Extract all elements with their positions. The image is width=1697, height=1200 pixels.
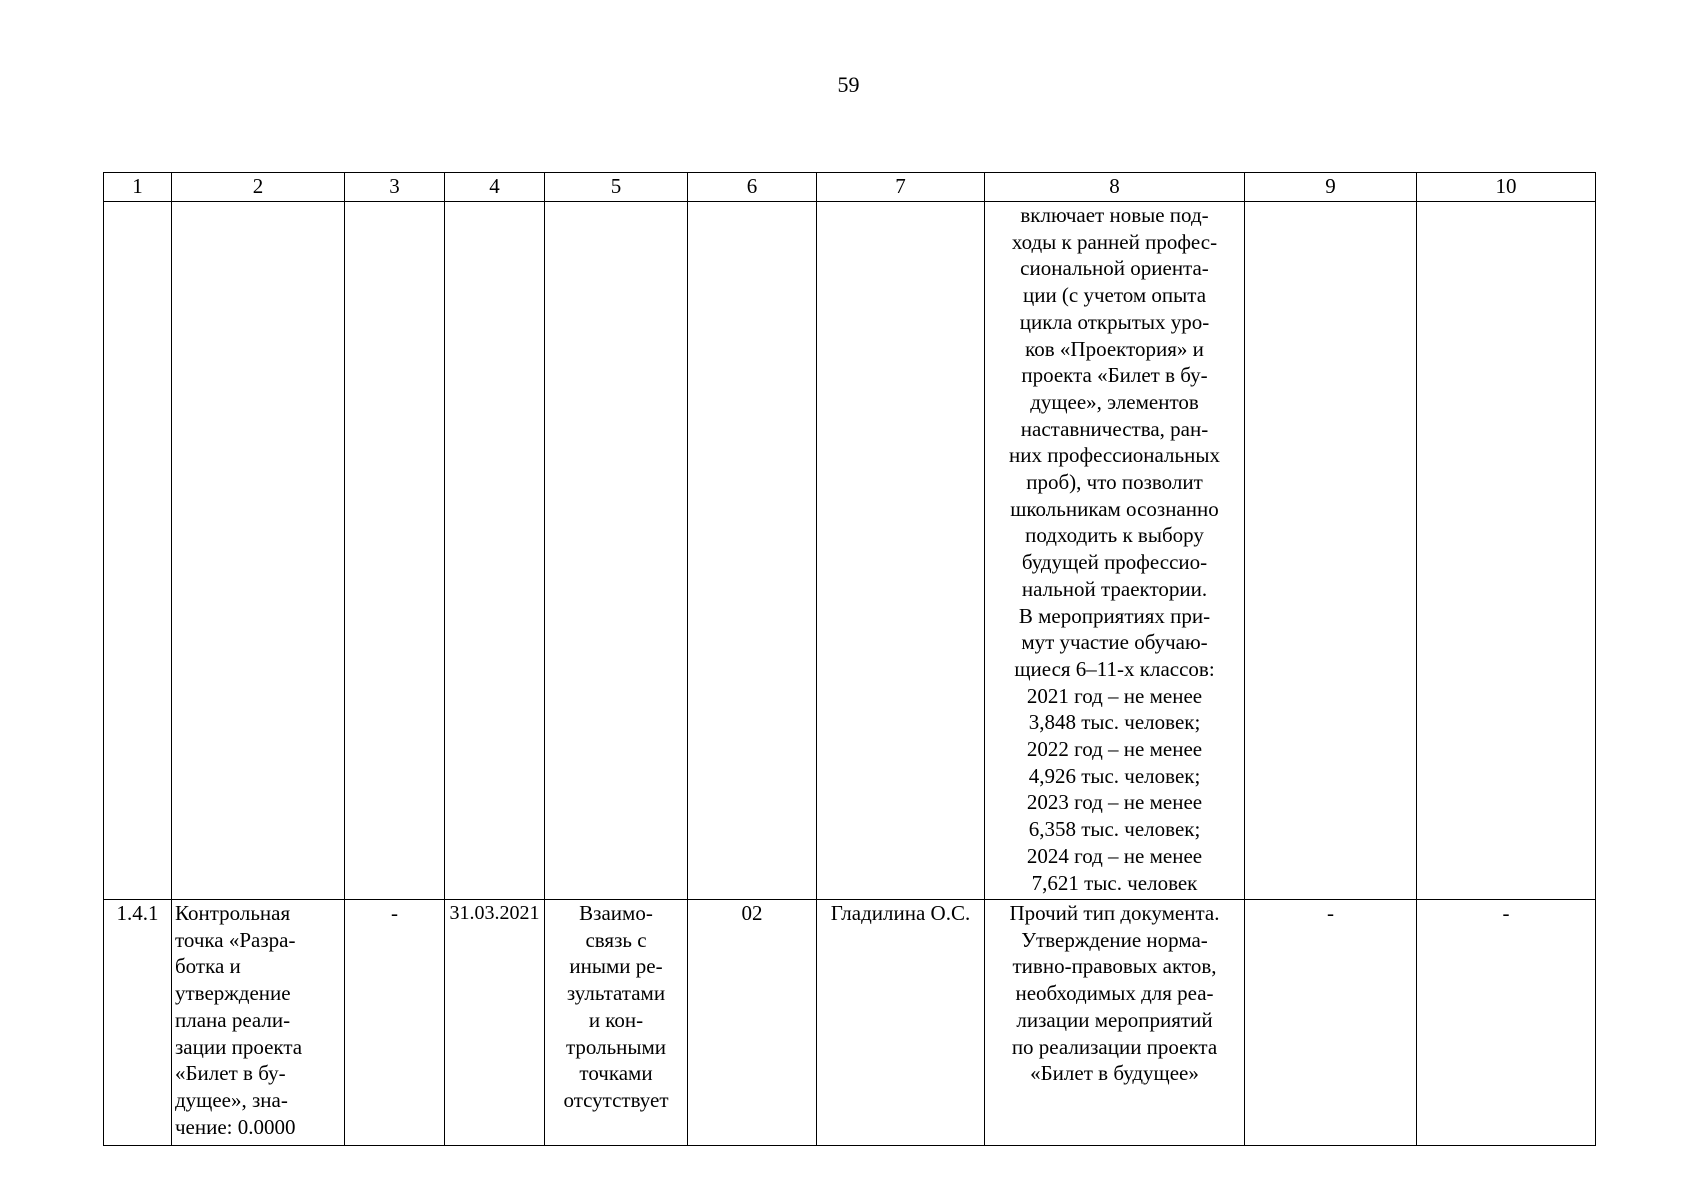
cell-end-date: 31.03.2021 bbox=[445, 900, 545, 1146]
cell-column-10: - bbox=[1417, 900, 1596, 1146]
cell-document-type bbox=[985, 900, 1245, 1146]
text-line: «Билет в будущее» bbox=[1030, 1061, 1199, 1086]
text-line: наставничества, ран- bbox=[1020, 416, 1209, 441]
text-line: иными ре- bbox=[569, 954, 663, 979]
text-line: плана реали- bbox=[175, 1007, 291, 1032]
column-header-10: 10 bbox=[1417, 173, 1596, 202]
header-row bbox=[104, 173, 1596, 202]
text-line: них профессиональных bbox=[1009, 443, 1220, 468]
text-line: 2024 год – не менее bbox=[1026, 843, 1203, 868]
text-line: 2023 год – не менее bbox=[1026, 790, 1203, 815]
text-line: Взаимо- bbox=[579, 901, 653, 925]
cell-empty bbox=[545, 202, 688, 900]
text-line: ков «Проектория» и bbox=[1025, 336, 1204, 361]
text-line: щиеся 6–11-х классов: bbox=[1014, 656, 1215, 681]
cell-empty bbox=[445, 202, 545, 900]
text-line: необходимых для реа- bbox=[1015, 981, 1214, 1006]
column-header-1: 1 bbox=[104, 173, 172, 202]
project-table bbox=[103, 172, 1596, 1146]
text-line: 7,621 тыс. человек bbox=[1031, 870, 1198, 895]
text-line: 6,358 тыс. человек; bbox=[1028, 817, 1201, 842]
text-line: тивно-правовых актов, bbox=[1012, 954, 1217, 979]
column-header-4: 4 bbox=[445, 173, 545, 202]
column-header-7: 7 bbox=[817, 173, 985, 202]
cell-relationship bbox=[545, 900, 688, 1146]
column-header-6: 6 bbox=[688, 173, 817, 202]
text-line: зультатами bbox=[566, 981, 666, 1006]
cell-empty bbox=[817, 202, 985, 900]
column-header-2: 2 bbox=[172, 173, 345, 202]
text-line: дущее», элементов bbox=[1030, 389, 1199, 414]
text-line: точками bbox=[579, 1061, 653, 1086]
table-row-continuation bbox=[104, 202, 1596, 900]
text-line: будущей профессио- bbox=[1021, 550, 1208, 575]
text-line: чение: 0.0000 bbox=[175, 1114, 296, 1139]
cell-empty bbox=[1417, 202, 1596, 900]
text-line: мут участие обучаю- bbox=[1021, 630, 1208, 655]
text-line: лизации мероприятий bbox=[1016, 1007, 1213, 1032]
cell-empty bbox=[345, 202, 445, 900]
cell-empty bbox=[1245, 202, 1417, 900]
cell-item-number: 1.4.1 bbox=[104, 900, 172, 1146]
text-line: включает новые под- bbox=[1020, 203, 1209, 227]
text-line: цикла открытых уро- bbox=[1019, 309, 1210, 334]
cell-empty bbox=[688, 202, 817, 900]
text-line: 4,926 тыс. человек; bbox=[1028, 763, 1201, 788]
cell-empty bbox=[172, 202, 345, 900]
text-line: 2022 год – не менее bbox=[1026, 737, 1203, 762]
cell-description-continuation bbox=[985, 202, 1245, 900]
text-line: сиональной ориента- bbox=[1020, 256, 1209, 281]
column-header-3: 3 bbox=[345, 173, 445, 202]
text-line: ходы к ранней профес- bbox=[1011, 229, 1218, 254]
text-line: 2021 год – не менее bbox=[1026, 683, 1203, 708]
text-line: зации проекта bbox=[175, 1034, 303, 1059]
column-header-8: 8 bbox=[985, 173, 1245, 202]
cell-responsible: Гладилина О.С. bbox=[817, 900, 985, 1146]
text-line: проекта «Билет в бу- bbox=[1021, 363, 1208, 388]
text-line: и кон- bbox=[588, 1007, 644, 1032]
cell-column-9: - bbox=[1245, 900, 1417, 1146]
text-line: ции (с учетом опыта bbox=[1022, 283, 1207, 308]
cell-start-date: - bbox=[345, 900, 445, 1146]
text-line: связь с bbox=[585, 927, 647, 952]
text-line: ботка и bbox=[175, 954, 241, 979]
cell-code: 02 bbox=[688, 900, 817, 1146]
text-line: 3,848 тыс. человек; bbox=[1028, 710, 1201, 735]
cell-empty bbox=[104, 202, 172, 900]
text-line: отсутствует bbox=[563, 1087, 669, 1112]
table-row-1-4-1 bbox=[104, 900, 1596, 1146]
text-line: трольными bbox=[565, 1034, 667, 1059]
text-line: Утверждение норма- bbox=[1021, 927, 1208, 952]
column-header-5: 5 bbox=[545, 173, 688, 202]
page-number: 59 bbox=[837, 72, 860, 97]
text-line: дущее», зна- bbox=[175, 1087, 288, 1112]
text-line: точка «Разра- bbox=[175, 927, 296, 952]
text-line: подходить к выбору bbox=[1025, 523, 1204, 548]
text-line: школьникам осознанно bbox=[1010, 496, 1219, 521]
text-line: Прочий тип документа. bbox=[1009, 901, 1220, 925]
column-header-9: 9 bbox=[1245, 173, 1417, 202]
text-line: Контрольная bbox=[175, 901, 291, 925]
text-line: утверждение bbox=[175, 981, 291, 1006]
text-line: «Билет в бу- bbox=[175, 1061, 286, 1086]
cell-milestone-name bbox=[172, 900, 345, 1146]
text-line: по реализации проекта bbox=[1011, 1034, 1218, 1059]
text-line: проб), что позволит bbox=[1026, 470, 1203, 495]
text-line: нальной траектории. bbox=[1021, 576, 1208, 601]
text-line: В мероприятиях при- bbox=[1018, 603, 1211, 628]
